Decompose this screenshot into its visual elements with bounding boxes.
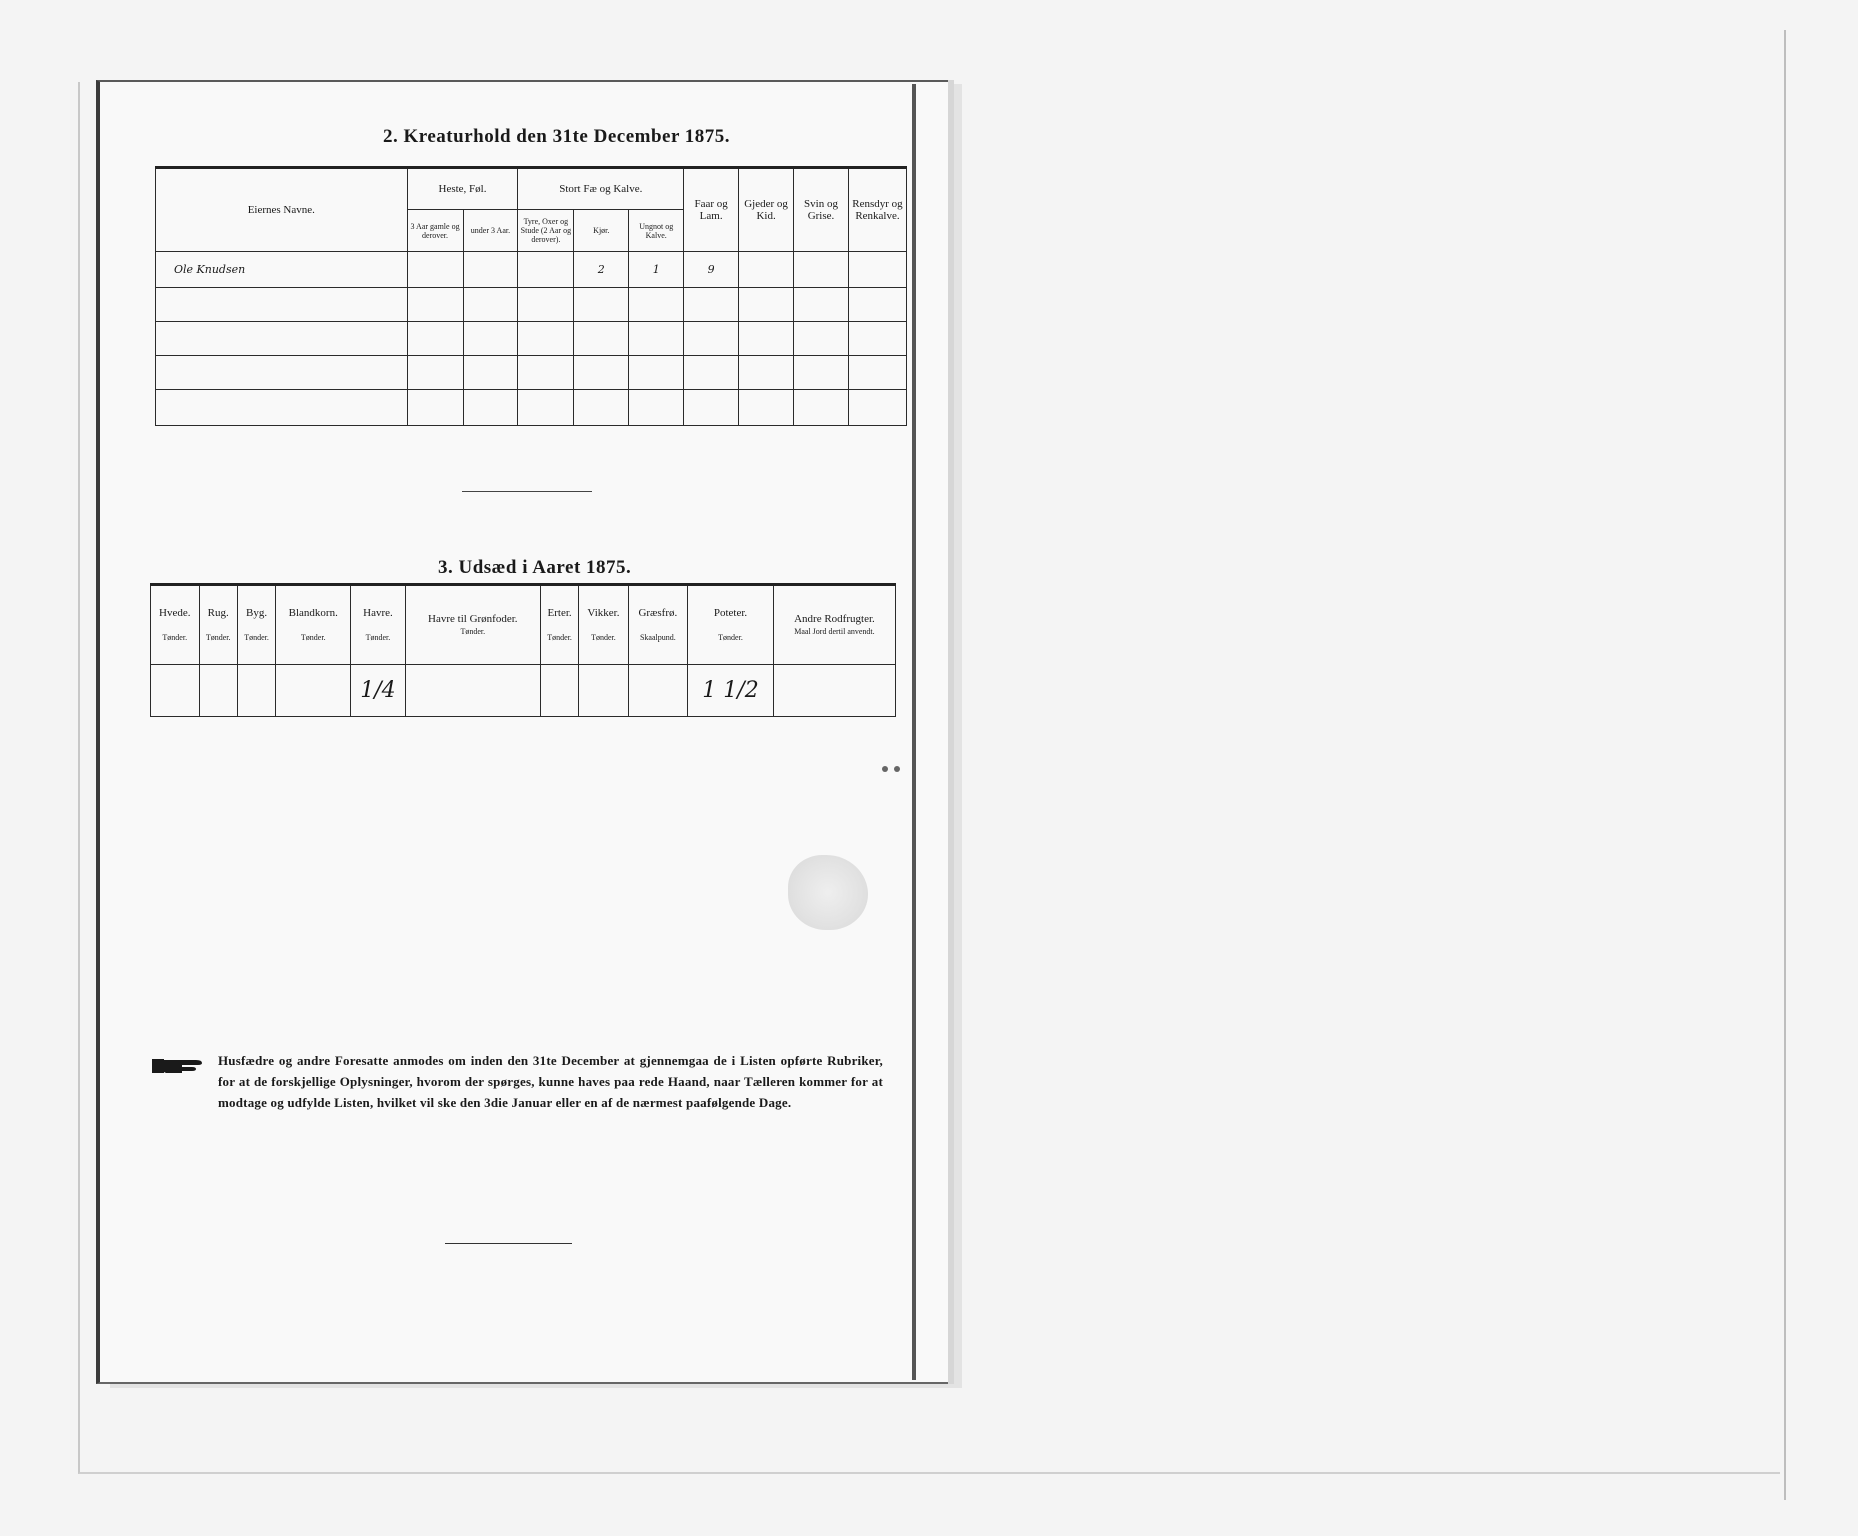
table-row: [156, 252, 907, 288]
cell-barley: [237, 665, 275, 717]
cell-horses-old: [407, 252, 463, 288]
header-barley: Byg. Tønder.: [237, 585, 275, 665]
cell-peas: [540, 665, 578, 717]
cell-pigs: [794, 252, 849, 288]
ink-dot: [882, 766, 888, 772]
header-cattle-bulls: Tyre, Oxer og Stude (2 Aar og derover).: [518, 210, 574, 252]
header-horses-young: under 3 Aar.: [463, 210, 518, 252]
header-oats: Havre. Tønder.: [351, 585, 405, 665]
sowing-table: [150, 583, 896, 717]
livestock-table: [155, 166, 907, 426]
scan-edge-line: [1784, 30, 1786, 1500]
header-pigs: Svin og Grise.: [794, 168, 849, 252]
table-row: [151, 665, 896, 717]
header-cattle-cows: Kjør.: [574, 210, 629, 252]
table-row: [156, 288, 907, 322]
header-oats-fodder: Havre til Grønfoder. Tønder.: [405, 585, 540, 665]
header-vetch: Vikker. Tønder.: [579, 585, 628, 665]
notice-text: Husfædre og andre Foresatte anmodes om inden den 31te December at gjennemgaa de i Listen opførte Rubriker, for at de forskjellige Oplysninger, hvorom der spørges, kunne haves paa rede Haand, naar Tælleren kommer for at modtage og udfylde Listen, hvilket vil ske den 3die Januar eller en af de nærmest paafølgende Dage.: [218, 1053, 883, 1110]
cell-oats-fodder: [405, 665, 540, 717]
table-row: [156, 390, 907, 426]
table-row: [156, 356, 907, 390]
header-horses-old: 3 Aar gamle og derover.: [407, 210, 463, 252]
separator-rule: [462, 491, 592, 492]
owner-name: Ole Knudsen: [156, 252, 408, 288]
header-potatoes: Poteter. Tønder.: [688, 585, 774, 665]
header-peas: Erter. Tønder.: [540, 585, 578, 665]
header-wheat: Hvede. Tønder.: [151, 585, 200, 665]
cell-rye: [199, 665, 237, 717]
header-root-crops: Andre Rodfrugter. Maal Jord dertil anvendt.: [773, 585, 895, 665]
header-grass-seed: Græsfrø. Skaalpund.: [628, 585, 687, 665]
header-mixed-grain: Blandkorn. Tønder.: [276, 585, 351, 665]
cell-cattle-young: 1: [629, 252, 684, 288]
cell-oats: 1/4: [351, 665, 405, 717]
cell-potatoes: 1 1/2: [688, 665, 774, 717]
table-row: [156, 322, 907, 356]
cell-mixed-grain: [276, 665, 351, 717]
cell-cattle-cows: 2: [574, 252, 629, 288]
section2-title: 2. Kreaturhold den 31te December 1875.: [383, 126, 731, 147]
cell-reindeer: [848, 252, 906, 288]
ink-dot: [894, 766, 900, 772]
header-cattle: Stort Fæ og Kalve.: [518, 168, 684, 210]
cell-horses-young: [463, 252, 518, 288]
pointing-hand-icon: [152, 1056, 212, 1076]
header-rye: Rug. Tønder.: [199, 585, 237, 665]
header-horses: Heste, Føl.: [407, 168, 518, 210]
header-owner: Eiernes Navne.: [156, 168, 408, 252]
header-goats: Gjeder og Kid.: [739, 168, 794, 252]
section3-title: 3. Udsæd i Aaret 1875.: [438, 557, 632, 578]
header-sheep: Faar og Lam.: [684, 168, 739, 252]
page-edge: [912, 84, 916, 1380]
cell-grass-seed: [628, 665, 687, 717]
cell-cattle-bulls: [518, 252, 574, 288]
bottom-rule: [445, 1243, 572, 1244]
cell-root-crops: [773, 665, 895, 717]
cell-goats: [739, 252, 794, 288]
header-cattle-young: Ungnot og Kalve.: [629, 210, 684, 252]
cell-vetch: [579, 665, 628, 717]
paper-stain: [788, 855, 868, 930]
header-reindeer: Rensdyr og Renkalve.: [848, 168, 906, 252]
cell-sheep: 9: [684, 252, 739, 288]
cell-wheat: [151, 665, 200, 717]
